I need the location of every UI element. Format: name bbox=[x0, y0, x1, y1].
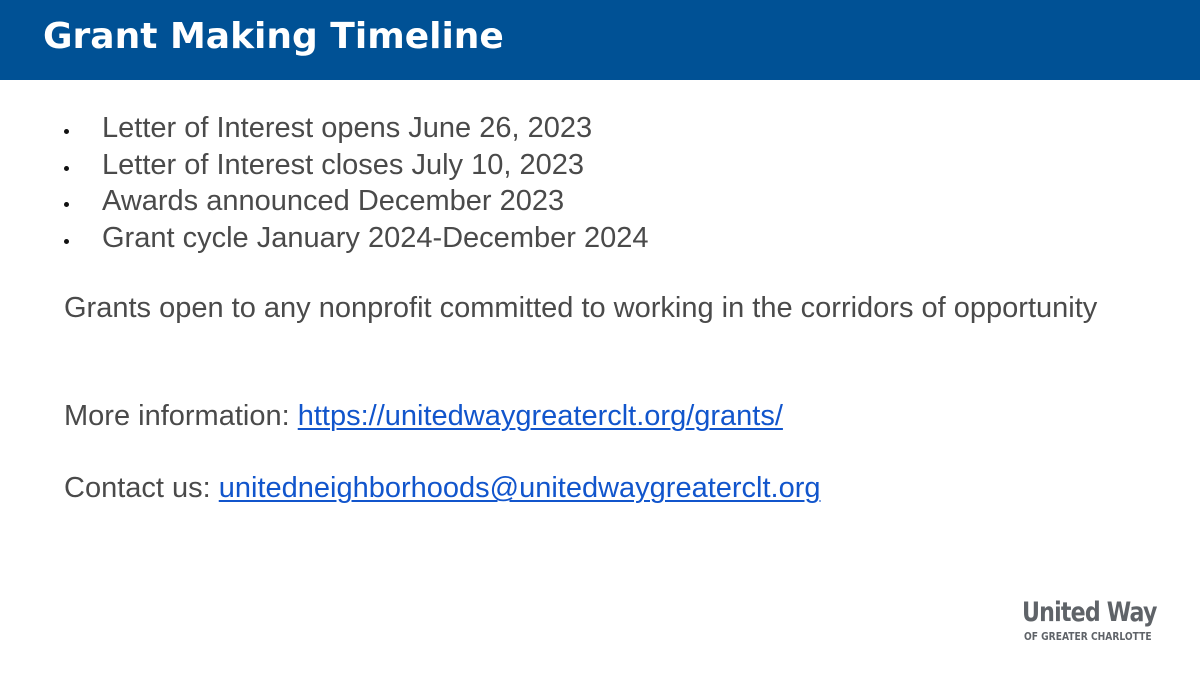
logo-name: United Way bbox=[1022, 597, 1157, 628]
list-item-text: Letter of Interest opens June 26, 2023 bbox=[102, 112, 593, 144]
contact-label: Contact us: bbox=[64, 472, 211, 504]
more-info-line bbox=[64, 398, 783, 434]
eligibility-text: Grants open to any nonprofit committed to working in the corridors of opportunity bbox=[64, 292, 1098, 324]
contact-email-link[interactable]: unitedneighborhoods@unitedwaygreaterclt.org bbox=[218, 472, 821, 504]
grants-link[interactable]: https://unitedwaygreaterclt.org/grants/ bbox=[297, 400, 783, 432]
bullet-icon bbox=[64, 166, 69, 171]
bullet-icon bbox=[64, 129, 69, 134]
list-item-text: Letter of Interest closes July 10, 2023 bbox=[102, 148, 584, 181]
bullet-icon bbox=[64, 202, 69, 207]
contact-line bbox=[64, 470, 821, 506]
list-item-text: Awards announced December 2023 bbox=[102, 185, 565, 217]
more-info-label: More information: bbox=[64, 400, 290, 432]
united-way-logo bbox=[1022, 598, 1182, 648]
bullet-icon bbox=[64, 239, 69, 244]
title-bar bbox=[0, 0, 1200, 80]
logo-subtitle: OF GREATER CHARLOTTE bbox=[1024, 630, 1152, 643]
page-title: Grant Making Timeline bbox=[43, 16, 504, 57]
list-item-text: Grant cycle January 2024-December 2024 bbox=[102, 221, 649, 254]
